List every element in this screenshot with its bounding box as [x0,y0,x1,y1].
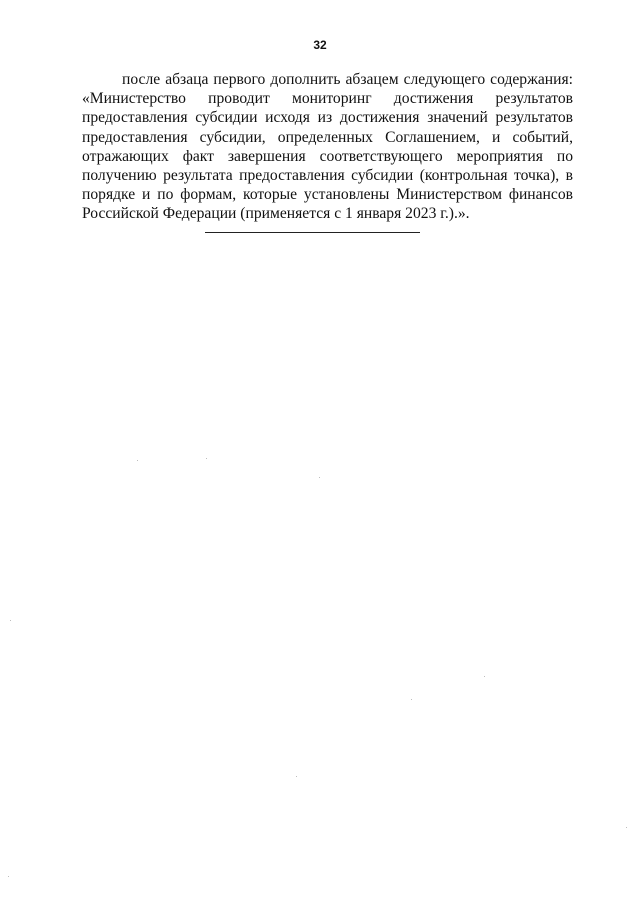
scan-speck [206,458,207,459]
text-line: предоставления субсидии исходя из достижения значений результатов [82,109,573,127]
scan-speck [137,460,138,461]
text-line: порядке и по формам, которые установлены Министерством финансов [82,186,573,204]
scan-speck [10,620,11,621]
text-line: предоставления субсидии, определенных Соглашением, и событий, [82,128,573,146]
page-number: 32 [313,38,327,52]
text-line: получению результата предоставления субсидии (контрольная точка), в [82,167,573,185]
scan-speck [319,477,320,478]
scan-speck [296,776,297,777]
scan-speck [8,876,9,877]
scan-speck [411,699,412,700]
text-line: Российской Федерации (применяется с 1 января 2023 г.).». [82,205,470,223]
end-of-section-rule [205,232,420,233]
scan-speck [626,827,627,828]
text-line: «Министерство проводит мониторинг достижения результатов [82,90,573,108]
scan-speck [484,676,485,677]
text-line: после абзаца первого дополнить абзацем следующего содержания: [122,71,573,88]
text-line: отражающих факт завершения соответствующего мероприятия по [82,147,573,165]
amendment-text [82,70,573,224]
